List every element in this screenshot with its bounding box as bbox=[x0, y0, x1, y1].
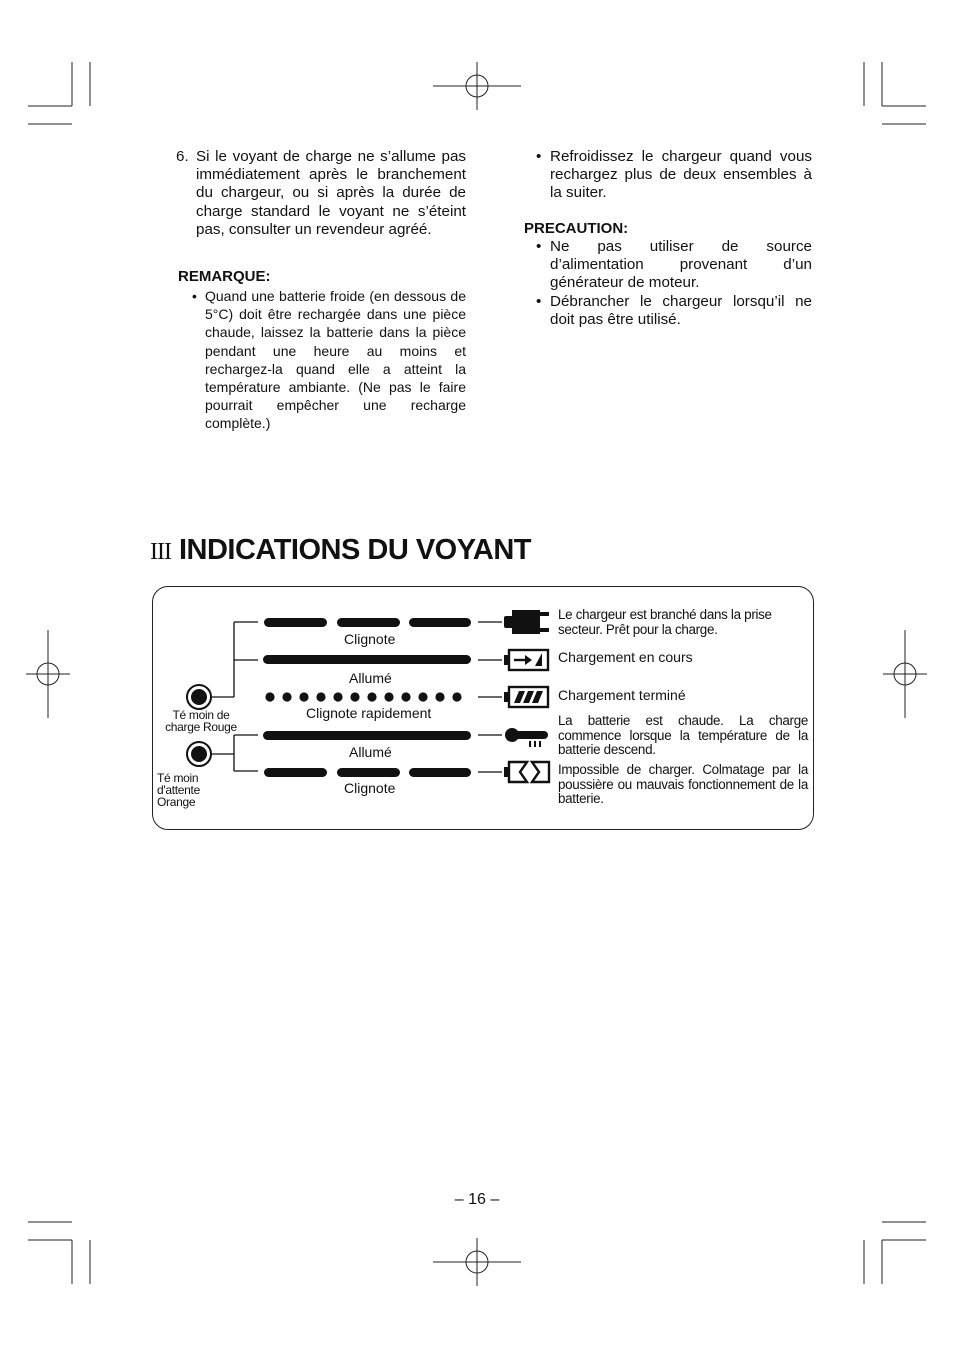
lamp-orange-label: Té moin d'attente Orange bbox=[157, 771, 200, 809]
description-4: La batterie est chaude. La charge commence lorsque la température de la batterie descend. bbox=[558, 713, 808, 758]
description-2: Chargement en cours bbox=[558, 649, 693, 665]
cool-down-text: Refroidissez le chargeur quand vous rechargez plus de deux ensembles à la suiter. bbox=[550, 148, 812, 202]
pattern-label-5: Clignote bbox=[344, 780, 396, 796]
description-3: Chargement terminé bbox=[558, 687, 686, 703]
pattern-rapid-blink bbox=[265, 692, 461, 701]
battery-full-icon bbox=[504, 687, 548, 707]
pattern-solid-2 bbox=[263, 731, 471, 740]
remarque-heading: REMARQUE: bbox=[178, 268, 271, 285]
bullet: • bbox=[192, 288, 197, 304]
plug-icon bbox=[504, 610, 549, 634]
lamp-orange-icon bbox=[187, 742, 211, 766]
precaution-text-2: Débrancher le chargeur lorsqu’il ne doit pas être utilisé. bbox=[550, 293, 812, 329]
battery-charging-icon bbox=[504, 650, 548, 670]
item-number: 6. bbox=[176, 148, 189, 165]
pattern-label-1: Clignote bbox=[344, 631, 396, 647]
pattern-label-4: Allumé bbox=[349, 744, 392, 760]
section-roman-numeral: III bbox=[150, 539, 171, 565]
bullet: • bbox=[536, 293, 542, 310]
connector-lines bbox=[478, 622, 502, 772]
precaution-text-1: Ne pas utiliser de source d’alimentation provenant d’un générateur de moteur. bbox=[550, 238, 812, 292]
section-title-text: INDICATIONS DU VOYANT bbox=[178, 534, 532, 566]
pattern-label-3: Clignote rapidement bbox=[306, 705, 432, 721]
item-6-text: Si le voyant de charge ne s’allume pas immédiatement après le branchement du chargeur, ou si après la durée de charge standard le voyant ne s’éteint pas, consulter un revendeur agréé. bbox=[196, 148, 466, 238]
pattern-label-2: Allumé bbox=[349, 670, 392, 686]
pattern-blink-2 bbox=[264, 768, 471, 777]
battery-broken-icon bbox=[504, 762, 549, 782]
pattern-blink-1 bbox=[264, 618, 471, 627]
description-5: Impossible de charger. Colmatage par la poussière ou mauvais fonctionnement de la batterie. bbox=[558, 762, 808, 807]
page-number: – 16 – bbox=[454, 1191, 500, 1208]
bullet: • bbox=[536, 148, 542, 165]
lamp-red-icon bbox=[187, 685, 211, 709]
remarque-text: Quand une batterie froide (en dessous de 5°C) doit être rechargée dans une pièce chaude, laissez la batterie dans la pièce pendant une heure au moins et rechargez-la quand elle a atteint la température ambiante. (Ne pas le faire pourrait empêcher une recharge complète.) bbox=[205, 288, 466, 432]
thermometer-icon bbox=[505, 728, 548, 747]
precaution-heading: PRECAUTION: bbox=[524, 220, 629, 237]
bracket-lines bbox=[211, 622, 258, 771]
pattern-solid-1 bbox=[263, 655, 471, 664]
description-1: Le chargeur est branché dans la prise secteur. Prêt pour la charge. bbox=[558, 607, 772, 637]
lamp-red-label: Té moin de charge Rouge bbox=[165, 708, 237, 734]
bullet: • bbox=[536, 238, 542, 255]
